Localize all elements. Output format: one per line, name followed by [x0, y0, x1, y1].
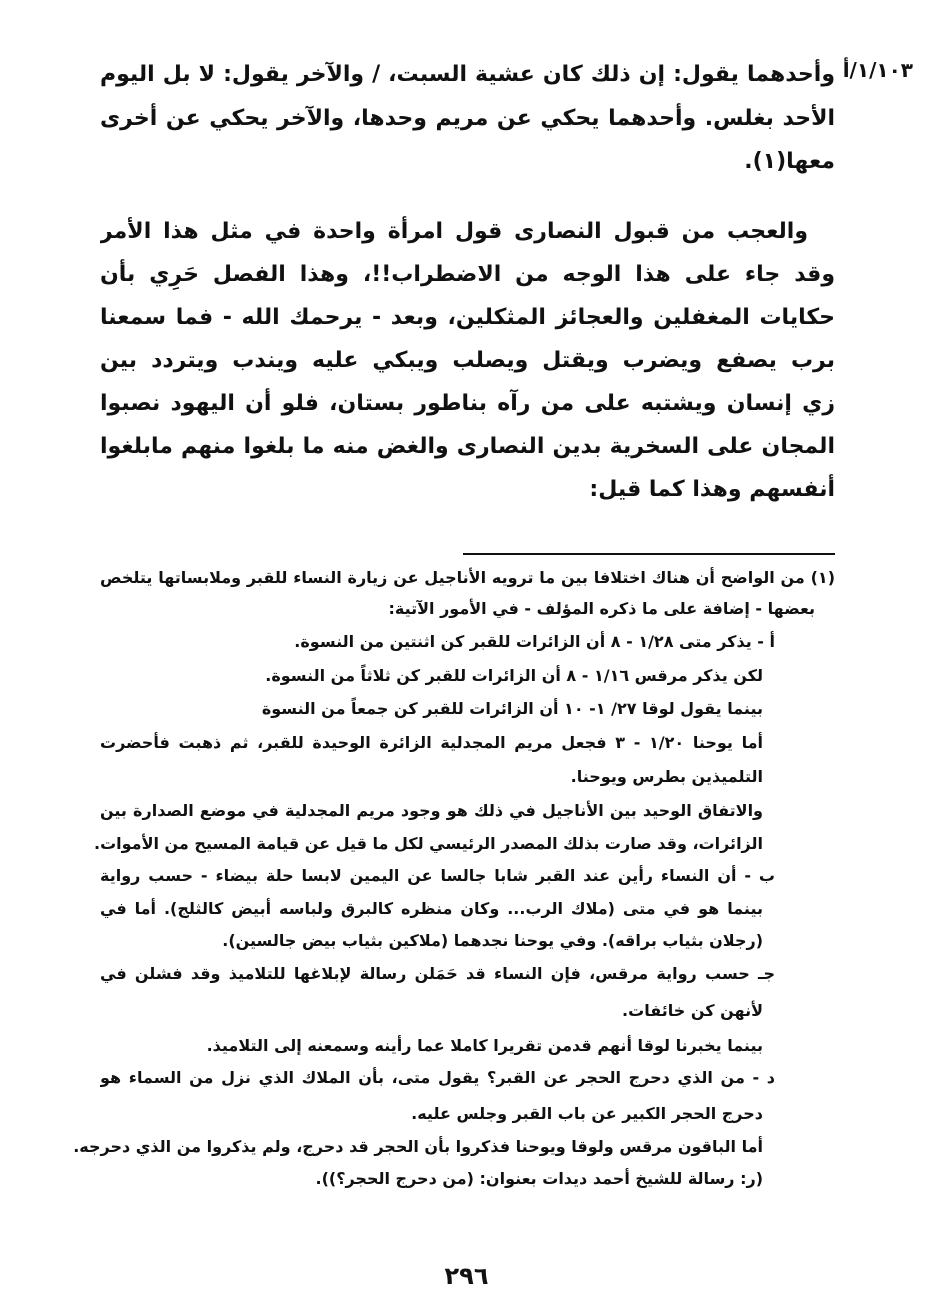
footnote-line: د - من الذي دحرج الحجر عن القبر؟ يقول متى، بأن الملاك الذي نزل من السماء هو: [100, 1068, 775, 1087]
main-line: أنفسهم وهذا كما قيل:: [589, 477, 835, 502]
footnote-divider: [463, 553, 835, 555]
main-line: معها(١).: [744, 149, 835, 174]
main-line: برب يصفع ويضرب ويقتل ويصلب ويبكي عليه ويندب ويتردد بين: [100, 348, 835, 373]
page-number: ٢٩٦: [444, 1262, 489, 1290]
footnote-line: لكن يذكر مرقس ١/١٦ - ٨ أن الزائرات للقبر كن ثلاثاً من النسوة.: [265, 666, 763, 685]
footnote-line: دحرج الحجر الكبير عن باب القبر وجلس عليه.: [411, 1104, 763, 1123]
footnote-line: ب - أن النساء رأين عند القبر شابا جالسا عن اليمين لابسا حلة بيضاء - حسب رواية: [100, 866, 775, 885]
folio-margin-note: ١/١٠٣/أ: [842, 58, 913, 82]
footnote-line: التلميذين بطرس ويوحنا.: [570, 767, 763, 786]
main-line: الأحد بغلس. وأحدهما يحكي عن مريم وحدها، والآخر يحكي عن أخرى: [100, 106, 835, 131]
footnote-line: أ - يذكر متى ١/٢٨ - ٨ أن الزائرات للقبر كن اثنتين من النسوة.: [294, 632, 775, 651]
footnote-line: (١) من الواضح أن هناك اختلافا بين ما ترويه الأناجيل عن زيارة النساء للقبر وملابساتها يتلخص: [100, 568, 835, 587]
footnote-line: أما الباقون مرقس ولوقا ويوحنا فذكروا بأن الحجر قد دحرج، ولم يذكروا من الذي دحرجه.: [73, 1137, 763, 1156]
footnote-line: بينما هو في متى (ملاك الرب... وكان منظره كالبرق ولباسه أبيض كالثلج). أما في: [100, 899, 763, 918]
footnote-line: بينما يقول لوقا ٢٧/ ١- ١٠ أن الزائرات للقبر كن جمعاً من النسوة: [261, 699, 763, 718]
footnote-line: بعضها - إضافة على ما ذكره المؤلف - في الأمور الآتية:: [388, 599, 815, 618]
footnote-line: لأنهن كن خائفات.: [622, 1001, 763, 1020]
main-line: وقد جاء على هذا الوجه من الاضطراب!!، وهذا الفصل حَرِي بأن: [100, 262, 835, 287]
main-line: المجان على السخرية بدين النصارى والغض منه ما بلغوا منهم مابلغوا: [100, 434, 835, 459]
footnote-line: بينما يخبرنا لوقا أنهم قدمن تقريرا كاملا عما رأينه وسمعنه إلى التلاميذ.: [206, 1036, 763, 1055]
main-line: وأحدهما يقول: إن ذلك كان عشية السبت، / والآخر يقول: لا بل اليوم: [100, 62, 835, 87]
footnote-line: والاتفاق الوحيد بين الأناجيل في ذلك هو وجود مريم المجدلية في موضع الصدارة بين: [100, 801, 763, 820]
main-line: والعجب من قبول النصارى قول امرأة واحدة في مثل هذا الأمر: [100, 219, 808, 244]
footnote-line: الزائرات، وقد صارت بذلك المصدر الرئيسي لكل ما قيل عن قيامة المسيح من الأموات.: [93, 834, 763, 853]
footnote-line: أما يوحنا ١/٢٠ - ٣ فجعل مريم المجدلية الزائرة الوحيدة للقبر، ثم ذهبت فأحضرت: [100, 733, 763, 752]
footnote-line: جـ حسب رواية مرقس، فإن النساء قد حَمَلن رسالة لإبلاغها للتلاميذ وقد فشلن في: [100, 964, 775, 983]
main-line: حكايات المغفلين والعجائز المثكلين، وبعد - يرحمك الله - فما سمعنا: [100, 305, 835, 330]
main-line: زي إنسان ويشتبه على من رآه بناطور بستان، فلو أن اليهود نصبوا: [100, 391, 835, 416]
footnote-line: (ر: رسالة للشيخ أحمد ديدات بعنوان: (من دحرج الحجر؟)).: [315, 1169, 763, 1188]
footnote-line: (رجلان بثياب براقه). وفي يوحنا نجدهما (ملاكين بثياب بيض جالسين).: [222, 931, 763, 950]
